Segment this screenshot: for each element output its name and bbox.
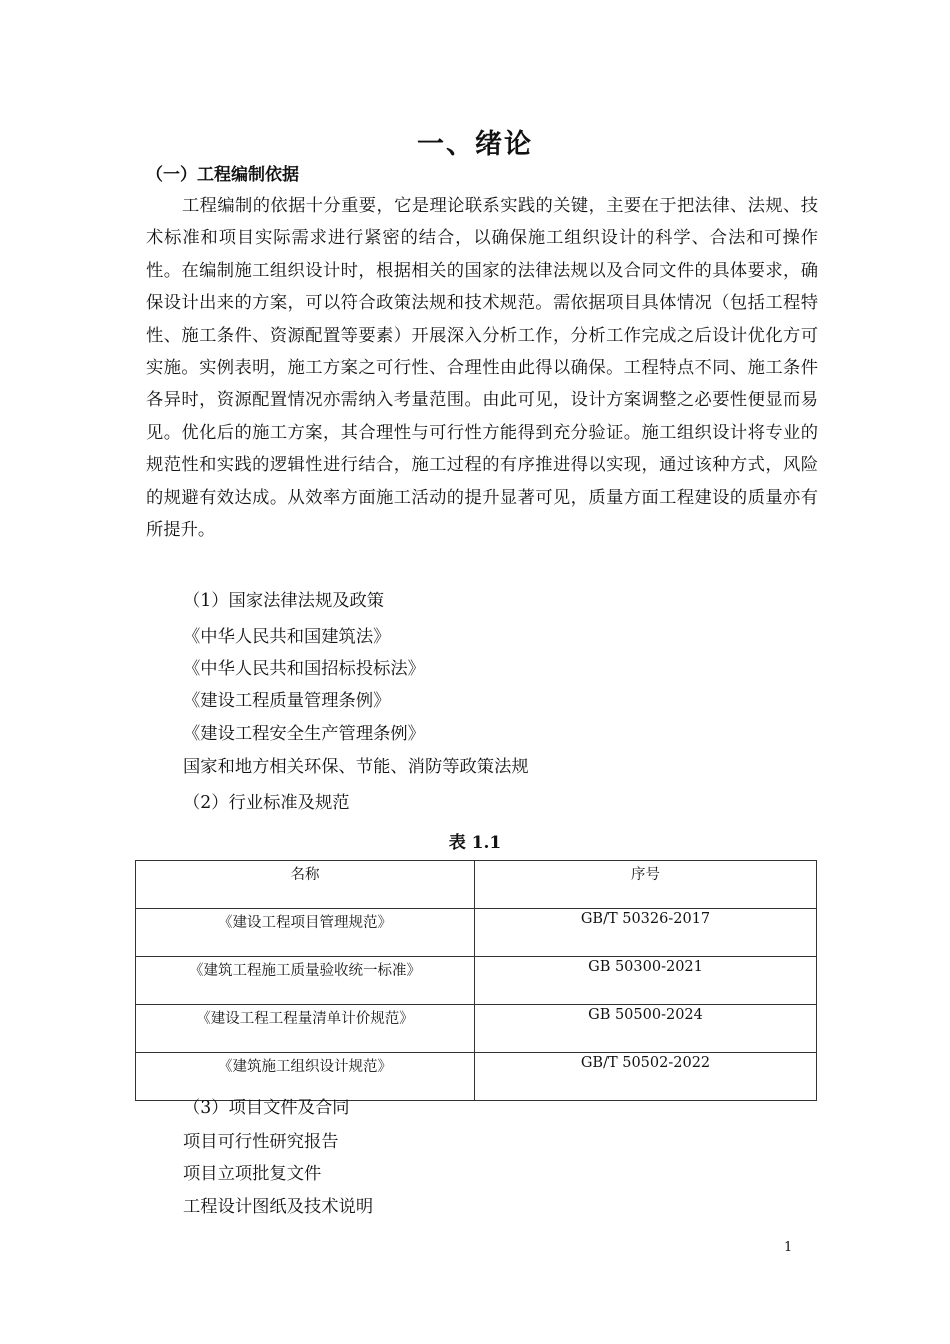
table-header-row (136, 861, 817, 909)
table-cell-name: 《建筑施工组织设计规范》 (136, 1053, 475, 1101)
table-cell-name: 《建设工程工程量清单计价规范》 (136, 1005, 475, 1053)
group1-heading: （1）国家法律法规及政策 (183, 591, 385, 611)
standards-table (135, 860, 817, 1101)
document-item: 工程设计图纸及技术说明 (183, 1197, 374, 1217)
page-number: 1 (784, 1240, 793, 1255)
table-row (136, 1005, 817, 1053)
document-item: 项目可行性研究报告 (183, 1132, 339, 1152)
law-item: 《中华人民共和国建筑法》 (183, 627, 391, 647)
document-item: 项目立项批复文件 (183, 1164, 322, 1184)
table-row (136, 909, 817, 957)
law-item: 《中华人民共和国招标投标法》 (183, 659, 425, 679)
section-heading: （一）工程编制依据 (146, 165, 299, 185)
table-cell-code: GB/T 50326-2017 (475, 909, 817, 957)
table-cell-code: GB 50500-2024 (475, 1005, 817, 1053)
group2-heading: （2）行业标准及规范 (183, 793, 350, 813)
table-cell-name: 《建筑工程施工质量验收统一标准》 (136, 957, 475, 1005)
table-cell-code: GB/T 50502-2022 (475, 1053, 817, 1101)
table-cell-code: GB 50300-2021 (475, 957, 817, 1005)
law-item: 《建设工程安全生产管理条例》 (183, 724, 425, 744)
table-caption: 表 1.1 (448, 833, 502, 853)
law-item: 国家和地方相关环保、节能、消防等政策法规 (183, 757, 529, 777)
table-header-cell: 序号 (475, 861, 817, 909)
table-row (136, 957, 817, 1005)
table-cell-name: 《建设工程项目管理规范》 (136, 909, 475, 957)
chapter-title: 一、绪论 (417, 129, 533, 160)
law-item: 《建设工程质量管理条例》 (183, 691, 391, 711)
group3-heading: （3）项目文件及合同 (183, 1098, 350, 1118)
table-header-cell: 名称 (136, 861, 475, 909)
body-paragraph: 工程编制的依据十分重要，它是理论联系实践的关键，主要在于把法律、法规、技术标准和项目实际需求进行紧密的结合，以确保施工组织设计的科学、合法和可操作性。在编制施工组织设计时，根据相关的国家的法律法规以及合同文件的具体要求，确保设计出来的方案，可以符合政策法规和技术规范。需依据项目具体情况（包括工程特性、施工条件、资源配置等要素）开展深入分析工作，分析工作完成之后设计优化方可实施。实例表明，施工方案之可行性、合理性由此得以确保。工程特点不同、施工条件各异时，资源配置情况亦需纳入考量范围。由此可见，设计方案调整之必要性便显而易见。优化后的施工方案，其合理性与可行性方能得到充分验证。施工组织设计将专业的规范性和实践的逻辑性进行结合，施工过程的有序推进得以实现，通过该种方式，风险的规避有效达成。从效率方面施工活动的提升显著可见，质量方面工程建设的质量亦有所提升。 (146, 196, 818, 541)
